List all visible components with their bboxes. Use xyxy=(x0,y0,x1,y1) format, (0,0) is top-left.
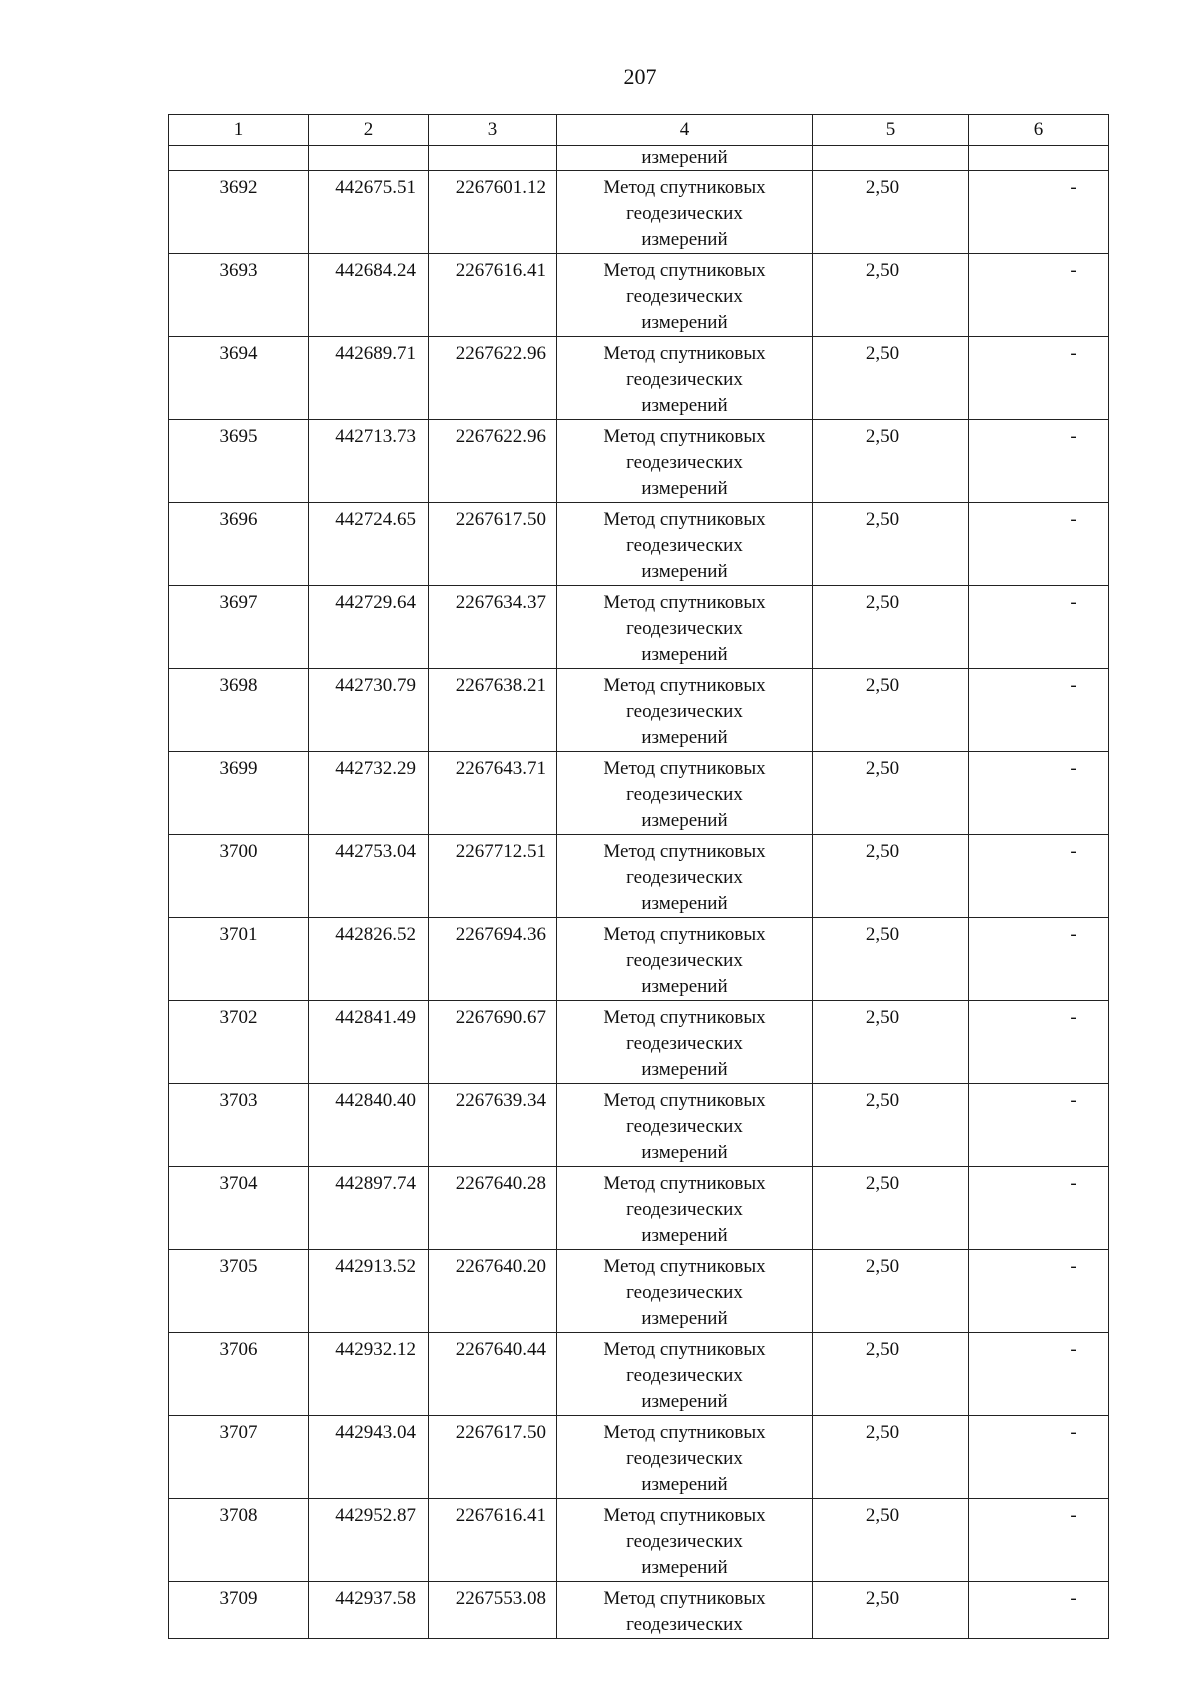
method-text-line: геодезических xyxy=(626,369,743,390)
x-coordinate-cell: 442840.40 xyxy=(335,1090,416,1111)
method-cell xyxy=(557,1084,812,1166)
method-text-line: измерений xyxy=(641,893,728,914)
x-coordinate-cell: 442684.24 xyxy=(335,260,416,281)
point-number-cell: 3694 xyxy=(219,343,258,364)
accuracy-cell: 2,50 xyxy=(865,1256,900,1277)
method-text-line: геодезических xyxy=(626,1531,743,1552)
accuracy-cell: 2,50 xyxy=(865,675,900,696)
point-number-cell: 3696 xyxy=(219,509,258,530)
table-row xyxy=(169,1333,1109,1416)
x-coordinate-cell: 442689.71 xyxy=(335,343,416,364)
x-coordinate-cell: 442952.87 xyxy=(335,1505,416,1526)
method-text-line: геодезических xyxy=(626,1116,743,1137)
method-text-line: геодезических xyxy=(626,1199,743,1220)
note-cell: - xyxy=(1070,509,1077,530)
method-text-line: измерений xyxy=(641,976,728,997)
accuracy-cell: 2,50 xyxy=(865,1007,900,1028)
method-text-line: геодезических xyxy=(626,452,743,473)
point-number-cell: 3699 xyxy=(219,758,258,779)
y-coordinate-cell: 2267617.50 xyxy=(455,1422,546,1443)
note-cell: - xyxy=(1070,924,1077,945)
method-text-line: измерений xyxy=(641,644,728,665)
continuation-text: измерений xyxy=(641,147,728,168)
coordinates-table xyxy=(168,114,1109,1639)
method-cell xyxy=(557,503,812,585)
y-coordinate-cell: 2267634.37 xyxy=(455,592,546,613)
method-text-line: геодезических xyxy=(626,1282,743,1303)
method-text-line: Метод спутниковых xyxy=(603,1588,766,1609)
method-cell xyxy=(557,420,812,502)
note-cell: - xyxy=(1070,1505,1077,1526)
method-text-line: Метод спутниковых xyxy=(603,177,766,198)
y-coordinate-cell: 2267638.21 xyxy=(455,675,546,696)
table-row xyxy=(169,669,1109,752)
accuracy-cell: 2,50 xyxy=(865,509,900,530)
method-text-line: измерений xyxy=(641,810,728,831)
point-number-cell: 3708 xyxy=(219,1505,258,1526)
y-coordinate-cell: 2267616.41 xyxy=(455,260,546,281)
accuracy-cell: 2,50 xyxy=(865,924,900,945)
method-text-line: Метод спутниковых xyxy=(603,841,766,862)
method-text-line: геодезических xyxy=(626,203,743,224)
page-number: 207 xyxy=(623,64,657,89)
table-row xyxy=(169,337,1109,420)
column-header-1: 1 xyxy=(169,115,309,146)
x-coordinate-cell: 442732.29 xyxy=(335,758,416,779)
accuracy-cell: 2,50 xyxy=(865,260,900,281)
x-coordinate-cell: 442730.79 xyxy=(335,675,416,696)
table-row xyxy=(169,1499,1109,1582)
header-row xyxy=(169,115,1109,146)
method-cell xyxy=(557,171,812,253)
table-row xyxy=(169,1582,1109,1639)
method-text-line: геодезических xyxy=(626,784,743,805)
point-number-cell: 3709 xyxy=(219,1588,258,1609)
accuracy-cell: 2,50 xyxy=(865,426,900,447)
method-cell xyxy=(557,1333,812,1415)
x-coordinate-cell: 442943.04 xyxy=(335,1422,416,1443)
point-number-cell: 3692 xyxy=(219,177,258,198)
note-cell: - xyxy=(1070,758,1077,779)
y-coordinate-cell: 2267617.50 xyxy=(455,509,546,530)
note-cell: - xyxy=(1070,841,1077,862)
x-coordinate-cell: 442675.51 xyxy=(335,177,416,198)
column-header-4: 4 xyxy=(557,115,813,146)
x-coordinate-cell: 442826.52 xyxy=(335,924,416,945)
method-cell xyxy=(557,918,812,1000)
accuracy-cell: 2,50 xyxy=(865,1505,900,1526)
point-number-cell: 3707 xyxy=(219,1422,258,1443)
table-header xyxy=(169,115,1109,146)
note-cell: - xyxy=(1070,1090,1077,1111)
y-coordinate-cell: 2267690.67 xyxy=(455,1007,546,1028)
method-text-line: измерений xyxy=(641,1474,728,1495)
accuracy-cell: 2,50 xyxy=(865,758,900,779)
method-text-line: геодезических xyxy=(626,1033,743,1054)
method-text-line: Метод спутниковых xyxy=(603,924,766,945)
table-row xyxy=(169,918,1109,1001)
accuracy-cell: 2,50 xyxy=(865,841,900,862)
method-cell xyxy=(557,586,812,668)
method-text-line: Метод спутниковых xyxy=(603,1090,766,1111)
x-coordinate-cell: 442724.65 xyxy=(335,509,416,530)
method-text-line: геодезических xyxy=(626,535,743,556)
y-coordinate-cell: 2267640.28 xyxy=(455,1173,546,1194)
accuracy-cell: 2,50 xyxy=(865,1422,900,1443)
method-text-line: геодезических xyxy=(626,1614,743,1635)
method-text-line: измерений xyxy=(641,1142,728,1163)
point-number-cell: 3700 xyxy=(219,841,258,862)
table-body xyxy=(169,146,1109,1639)
note-cell: - xyxy=(1070,1256,1077,1277)
y-coordinate-cell: 2267601.12 xyxy=(455,177,546,198)
y-coordinate-cell: 2267622.96 xyxy=(455,343,546,364)
method-cell xyxy=(557,1416,812,1498)
method-text-line: Метод спутниковых xyxy=(603,426,766,447)
method-text-line: Метод спутниковых xyxy=(603,1422,766,1443)
method-text-line: геодезических xyxy=(626,286,743,307)
column-header-5: 5 xyxy=(813,115,969,146)
accuracy-cell: 2,50 xyxy=(865,1339,900,1360)
y-coordinate-cell: 2267639.34 xyxy=(455,1090,546,1111)
table-row xyxy=(169,1084,1109,1167)
note-cell: - xyxy=(1070,1173,1077,1194)
method-text-line: измерений xyxy=(641,312,728,333)
accuracy-cell: 2,50 xyxy=(865,592,900,613)
accuracy-cell: 2,50 xyxy=(865,1173,900,1194)
table-row xyxy=(169,835,1109,918)
method-text-line: геодезических xyxy=(626,950,743,971)
method-cell xyxy=(557,337,812,419)
x-coordinate-cell: 442753.04 xyxy=(335,841,416,862)
note-cell: - xyxy=(1070,1588,1077,1609)
y-coordinate-cell: 2267640.20 xyxy=(455,1256,546,1277)
method-text-line: геодезических xyxy=(626,618,743,639)
table-row xyxy=(169,171,1109,254)
note-cell: - xyxy=(1070,1007,1077,1028)
method-text-line: геодезических xyxy=(626,867,743,888)
point-number-cell: 3693 xyxy=(219,260,258,281)
point-number-cell: 3697 xyxy=(219,592,258,613)
method-cell xyxy=(557,1499,812,1581)
column-header-2: 2 xyxy=(309,115,429,146)
method-text-line: геодезических xyxy=(626,1448,743,1469)
accuracy-cell: 2,50 xyxy=(865,343,900,364)
table-row xyxy=(169,752,1109,835)
table-row xyxy=(169,1001,1109,1084)
table-row xyxy=(169,254,1109,337)
y-coordinate-cell: 2267553.08 xyxy=(455,1588,546,1609)
method-cell xyxy=(557,1582,812,1638)
point-number-cell: 3704 xyxy=(219,1173,258,1194)
note-cell: - xyxy=(1070,343,1077,364)
method-cell xyxy=(557,254,812,336)
table-row xyxy=(169,1416,1109,1499)
method-text-line: измерений xyxy=(641,727,728,748)
method-text-line: Метод спутниковых xyxy=(603,675,766,696)
x-coordinate-cell: 442713.73 xyxy=(335,426,416,447)
method-text-line: измерений xyxy=(641,478,728,499)
method-cell xyxy=(557,1001,812,1083)
method-cell xyxy=(557,1167,812,1249)
method-text-line: Метод спутниковых xyxy=(603,592,766,613)
accuracy-cell: 2,50 xyxy=(865,1588,900,1609)
table-row xyxy=(169,503,1109,586)
method-text-line: Метод спутниковых xyxy=(603,1505,766,1526)
point-number-cell: 3695 xyxy=(219,426,258,447)
y-coordinate-cell: 2267622.96 xyxy=(455,426,546,447)
method-text-line: Метод спутниковых xyxy=(603,509,766,530)
method-text-line: измерений xyxy=(641,1557,728,1578)
x-coordinate-cell: 442932.12 xyxy=(335,1339,416,1360)
y-coordinate-cell: 2267640.44 xyxy=(455,1339,546,1360)
method-cell xyxy=(557,669,812,751)
point-number-cell: 3698 xyxy=(219,675,258,696)
accuracy-cell: 2,50 xyxy=(865,1090,900,1111)
point-number-cell: 3701 xyxy=(219,924,258,945)
table-row xyxy=(169,1167,1109,1250)
method-text-line: Метод спутниковых xyxy=(603,343,766,364)
method-cell xyxy=(557,1250,812,1332)
point-number-cell: 3702 xyxy=(219,1007,258,1028)
note-cell: - xyxy=(1070,177,1077,198)
point-number-cell: 3706 xyxy=(219,1339,258,1360)
column-header-6: 6 xyxy=(969,115,1109,146)
column-header-3: 3 xyxy=(429,115,557,146)
accuracy-cell: 2,50 xyxy=(865,177,900,198)
method-text-line: измерений xyxy=(641,1308,728,1329)
continuation-row xyxy=(169,146,1109,171)
y-coordinate-cell: 2267643.71 xyxy=(455,758,546,779)
method-text-line: Метод спутниковых xyxy=(603,1007,766,1028)
method-text-line: измерений xyxy=(641,229,728,250)
x-coordinate-cell: 442841.49 xyxy=(335,1007,416,1028)
method-text-line: Метод спутниковых xyxy=(603,260,766,281)
method-cell xyxy=(557,835,812,917)
note-cell: - xyxy=(1070,675,1077,696)
x-coordinate-cell: 442729.64 xyxy=(335,592,416,613)
method-text-line: геодезических xyxy=(626,1365,743,1386)
method-text-line: Метод спутниковых xyxy=(603,1173,766,1194)
method-text-line: Метод спутниковых xyxy=(603,758,766,779)
x-coordinate-cell: 442937.58 xyxy=(335,1588,416,1609)
method-text-line: измерений xyxy=(641,561,728,582)
point-number-cell: 3705 xyxy=(219,1256,258,1277)
note-cell: - xyxy=(1070,1422,1077,1443)
point-number-cell: 3703 xyxy=(219,1090,258,1111)
note-cell: - xyxy=(1070,260,1077,281)
method-text-line: измерений xyxy=(641,1225,728,1246)
method-text-line: измерений xyxy=(641,1391,728,1412)
method-text-line: геодезических xyxy=(626,701,743,722)
method-text-line: измерений xyxy=(641,395,728,416)
note-cell: - xyxy=(1070,426,1077,447)
method-text-line: Метод спутниковых xyxy=(603,1256,766,1277)
note-cell: - xyxy=(1070,1339,1077,1360)
y-coordinate-cell: 2267694.36 xyxy=(455,924,546,945)
table-row xyxy=(169,1250,1109,1333)
method-text-line: измерений xyxy=(641,1059,728,1080)
note-cell: - xyxy=(1070,592,1077,613)
method-cell xyxy=(557,752,812,834)
x-coordinate-cell: 442897.74 xyxy=(335,1173,416,1194)
y-coordinate-cell: 2267712.51 xyxy=(455,841,546,862)
method-text-line: Метод спутниковых xyxy=(603,1339,766,1360)
table-row xyxy=(169,586,1109,669)
x-coordinate-cell: 442913.52 xyxy=(335,1256,416,1277)
y-coordinate-cell: 2267616.41 xyxy=(455,1505,546,1526)
table-row xyxy=(169,420,1109,503)
